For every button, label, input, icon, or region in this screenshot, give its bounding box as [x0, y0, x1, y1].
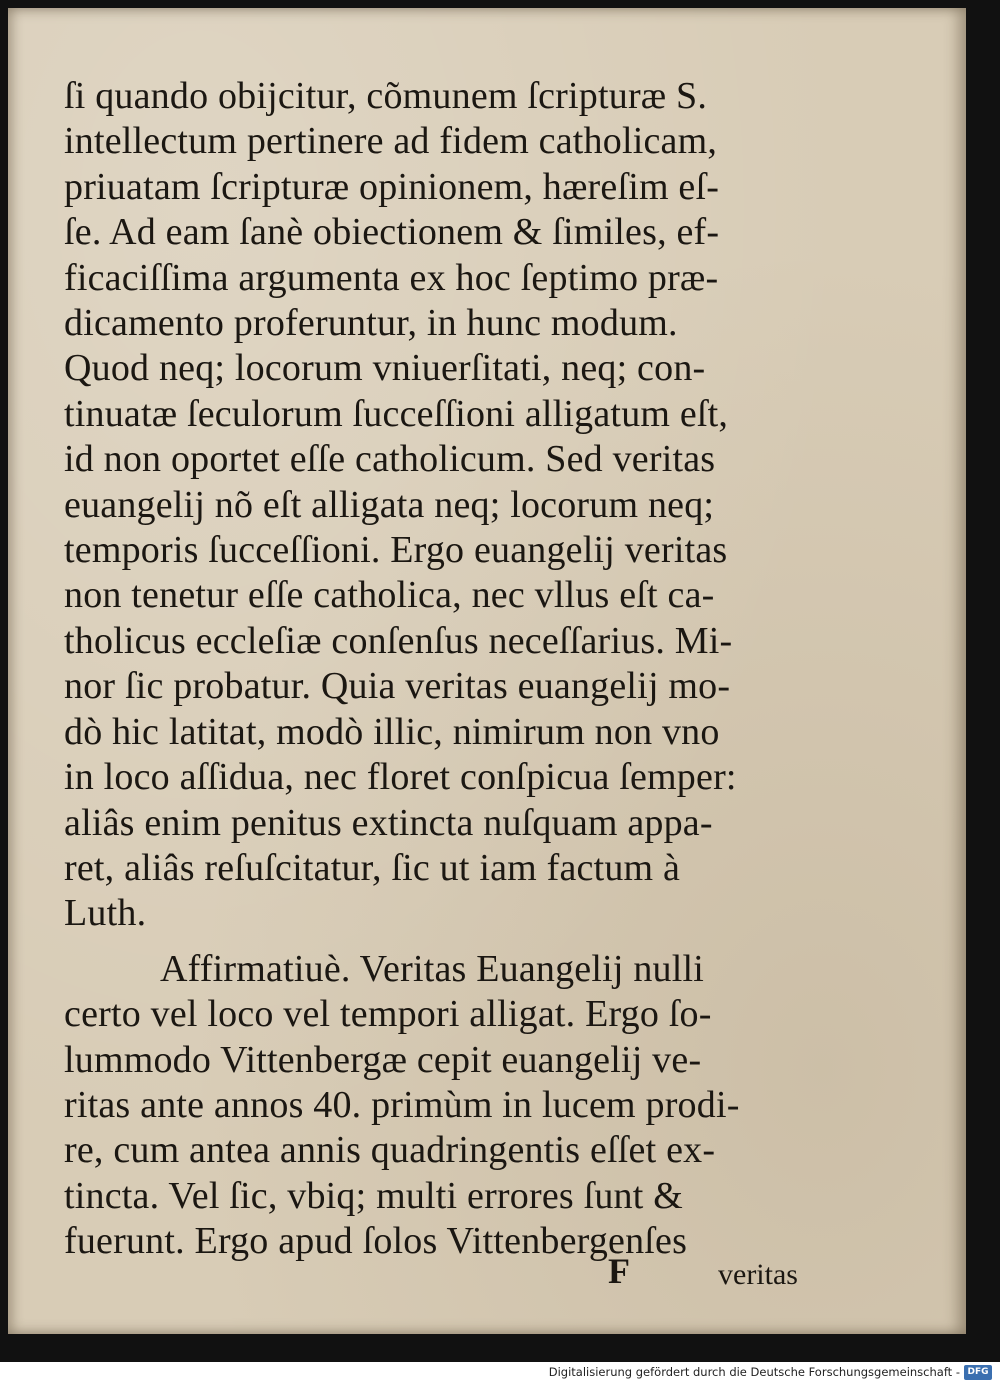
text-line: tincta. Vel ſic, vbiq; multi errores ſunt &: [64, 1174, 683, 1217]
text-line: nor ſic probatur. Quia veritas euangelij mo-: [64, 665, 731, 708]
text-line: tholicus eccleſiæ conſenſus neceſſarius. Mi-: [64, 619, 733, 662]
text-line: aliâs enim penitus extincta nuſquam appa-: [64, 801, 713, 844]
text-line: dicamento proferuntur, in hunc modum.: [64, 302, 678, 345]
text-line: certo vel loco vel tempori alligat. Ergo ſo-: [64, 993, 712, 1036]
text-line: lummodo Vittenbergæ cepit euangelij ve-: [64, 1038, 702, 1081]
text-line: ritas ante annos 40. primùm in lucem prodi-: [64, 1083, 740, 1126]
text-line: Quod neq; locorum vniuerſitati, neq; con-: [64, 347, 706, 390]
text-line: ficaciſſima argumenta ex hoc ſeptimo præ-: [64, 256, 719, 299]
paragraph-start-line: Affirmatiuè. Veritas Euangelij nulli: [160, 947, 705, 990]
text-line: id non oportet eſſe catholicum. Sed veritas: [64, 438, 716, 481]
signature-mark: F: [608, 1251, 630, 1291]
catchword: veritas: [718, 1258, 798, 1291]
dfg-logo-icon: DFG: [964, 1365, 992, 1380]
text-line: non tenetur eſſe catholica, nec vllus eſt ca-: [64, 574, 715, 617]
text-line: Luth.: [64, 892, 147, 935]
text-line: tinuatæ ſeculorum ſucceſſioni alligatum eſt,: [64, 392, 729, 435]
text-line: ret, aliâs reſuſcitatur, ſic ut iam factum à: [64, 846, 681, 889]
text-line: temporis ſucceſſioni. Ergo euangelij veritas: [64, 529, 728, 572]
page-text: [64, 74, 864, 1265]
text-line: priuatam ſcripturæ opinionem, hæreſim eſ-: [64, 165, 720, 208]
credit-bar: [0, 1362, 1000, 1385]
text-line: ſe. Ad eam ſanè obiectionem & ſimiles, ef-: [64, 211, 720, 254]
text-line: re, cum antea annis quadringentis eſſet ex-: [64, 1129, 716, 1172]
text-line: in loco aſſidua, nec floret conſpicua ſemper:: [64, 756, 737, 799]
text-line: fuerunt. Ergo apud ſolos Vittenbergenſes: [64, 1220, 688, 1263]
text-line: ſi quando obijcitur, cõmunem ſcripturæ S.: [64, 75, 708, 117]
page-footer: [8, 1246, 966, 1296]
text-line: intellectum pertinere ad fidem catholicam,: [64, 120, 718, 163]
funding-credit: Digitalisierung gefördert durch die Deutsche Forschungsgemeinschaft -: [548, 1365, 960, 1379]
text-line: dò hic latitat, modò illic, nimirum non vno: [64, 710, 720, 753]
book-page: [8, 8, 966, 1334]
text-line: euangelij nõ eſt alligata neq; locorum neq;: [64, 483, 715, 526]
